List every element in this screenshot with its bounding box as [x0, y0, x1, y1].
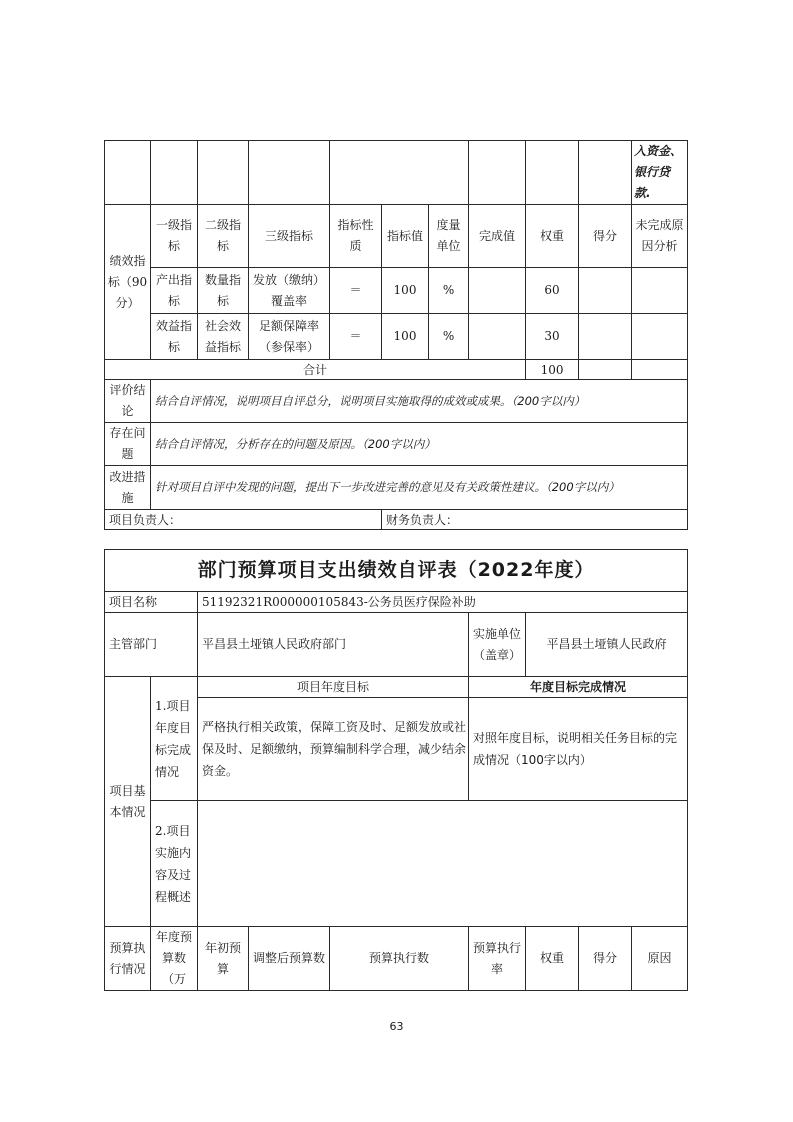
dept-label: 主管部门 — [105, 613, 198, 677]
nature-cell: ＝ — [330, 314, 382, 360]
cell — [330, 141, 469, 205]
goal-section-label: 1.项目年度目标完成情况 — [151, 677, 198, 801]
header-level2: 二级指标 — [198, 205, 249, 268]
level2-cell: 数量指标 — [198, 268, 249, 314]
issues-label: 存在问题 — [105, 423, 151, 466]
basic-info-label: 项目基本情况 — [105, 677, 151, 927]
project-name-row — [105, 592, 688, 613]
cell — [151, 141, 198, 205]
value-cell: 100 — [382, 268, 429, 314]
indicator-row — [105, 268, 688, 314]
continuation-text: 入资金、银行贷款. — [632, 141, 688, 205]
impl-unit-label: 实施单位（盖章） — [469, 613, 526, 677]
goal-completion-header: 年度目标完成情况 — [469, 677, 688, 698]
unit-cell: % — [429, 268, 469, 314]
dept-value: 平昌县土垭镇人民政府部门 — [198, 613, 469, 677]
header-executed: 预算执行数 — [330, 927, 469, 991]
weight-cell: 60 — [526, 268, 579, 314]
issues-row — [105, 423, 688, 466]
budget-header-row — [105, 927, 688, 991]
finance-lead-label: 财务负责人： — [382, 510, 688, 530]
total-row — [105, 360, 688, 380]
level2-cell: 社会效益指标 — [198, 314, 249, 360]
indicator-header-row — [105, 205, 688, 268]
header-score: 得分 — [579, 205, 632, 268]
improve-text: 针对项目自评中发现的问题，提出下一步改进完善的意见及有关政策性建议。（200字以内） — [151, 466, 688, 510]
value-cell: 100 — [382, 314, 429, 360]
evaluation-text: 结合自评情况，说明项目自评总分，说明项目实施取得的成效或成果。（200字以内） — [151, 380, 688, 423]
project-lead-label: 项目负责人： — [105, 510, 382, 530]
annual-goal-text: 严格执行相关政策，保障工资及时、足额发放或社保及时、足额缴纳，预算编制科学合理，减少结余资金。 — [198, 698, 469, 801]
actual-cell — [469, 314, 526, 360]
issues-text: 结合自评情况，分析存在的问题及原因。（200字以内） — [151, 423, 688, 466]
nature-cell: ＝ — [330, 268, 382, 314]
header-adjusted-budget: 调整后预算数 — [249, 927, 330, 991]
signature-row — [105, 510, 688, 530]
header-reason: 未完成原因分析 — [632, 205, 688, 268]
total-score — [579, 360, 632, 380]
goal-header-row — [105, 677, 688, 698]
header-nature: 指标性质 — [330, 205, 382, 268]
header-unit: 度量单位 — [429, 205, 469, 268]
header-level3: 三级指标 — [249, 205, 330, 268]
score-cell — [579, 268, 632, 314]
evaluation-label: 评价结论 — [105, 380, 151, 423]
implementation-label: 2.项目实施内容及过程概述 — [151, 801, 198, 927]
department-row — [105, 613, 688, 677]
reason-cell — [632, 268, 688, 314]
header-weight: 权重 — [526, 205, 579, 268]
header-actual: 完成值 — [469, 205, 526, 268]
score-cell — [579, 314, 632, 360]
impl-unit-value: 平昌县土垭镇人民政府 — [526, 613, 688, 677]
annual-goal-header: 项目年度目标 — [198, 677, 469, 698]
header-value: 指标值 — [382, 205, 429, 268]
total-label: 合计 — [105, 360, 526, 380]
performance-indicator-table — [104, 140, 688, 530]
page-number: 63 — [389, 1020, 404, 1033]
unit-cell: % — [429, 314, 469, 360]
project-name-label: 项目名称 — [105, 592, 198, 613]
evaluation-row — [105, 380, 688, 423]
improve-row — [105, 466, 688, 510]
header-weight: 权重 — [526, 927, 579, 991]
header-initial-budget: 年初预算 — [198, 927, 249, 991]
level3-cell: 足额保障率（参保率） — [249, 314, 330, 360]
total-reason — [632, 360, 688, 380]
cell — [469, 141, 526, 205]
header-score: 得分 — [579, 927, 632, 991]
weight-cell: 30 — [526, 314, 579, 360]
perf-indicator-label: 绩效指标（90分） — [105, 205, 151, 360]
title-row — [105, 550, 688, 592]
header-annual-budget: 年度预算数（万 — [151, 927, 198, 991]
level1-cell: 效益指标 — [151, 314, 198, 360]
cell — [249, 141, 330, 205]
implementation-row — [105, 801, 688, 927]
indicator-row — [105, 314, 688, 360]
cell — [579, 141, 632, 205]
continuation-row — [105, 141, 688, 205]
header-exec-rate: 预算执行率 — [469, 927, 526, 991]
project-self-evaluation-table — [104, 549, 688, 991]
level1-cell: 产出指标 — [151, 268, 198, 314]
project-name-value: 51192321R000000105843-公务员医疗保险补助 — [198, 592, 688, 613]
implementation-text — [198, 801, 688, 927]
improve-label: 改进措施 — [105, 466, 151, 510]
reason-cell — [632, 314, 688, 360]
form-title: 部门预算项目支出绩效自评表（2022年度） — [105, 550, 688, 592]
header-reason: 原因 — [632, 927, 688, 991]
header-level1: 一级指标 — [151, 205, 198, 268]
budget-exec-label: 预算执行情况 — [105, 927, 151, 991]
cell — [105, 141, 151, 205]
level3-cell: 发放（缴纳）覆盖率 — [249, 268, 330, 314]
actual-cell — [469, 268, 526, 314]
cell — [198, 141, 249, 205]
total-weight: 100 — [526, 360, 579, 380]
cell — [526, 141, 579, 205]
goal-completion-text: 对照年度目标，说明相关任务目标的完成情况（100字以内） — [469, 698, 688, 801]
